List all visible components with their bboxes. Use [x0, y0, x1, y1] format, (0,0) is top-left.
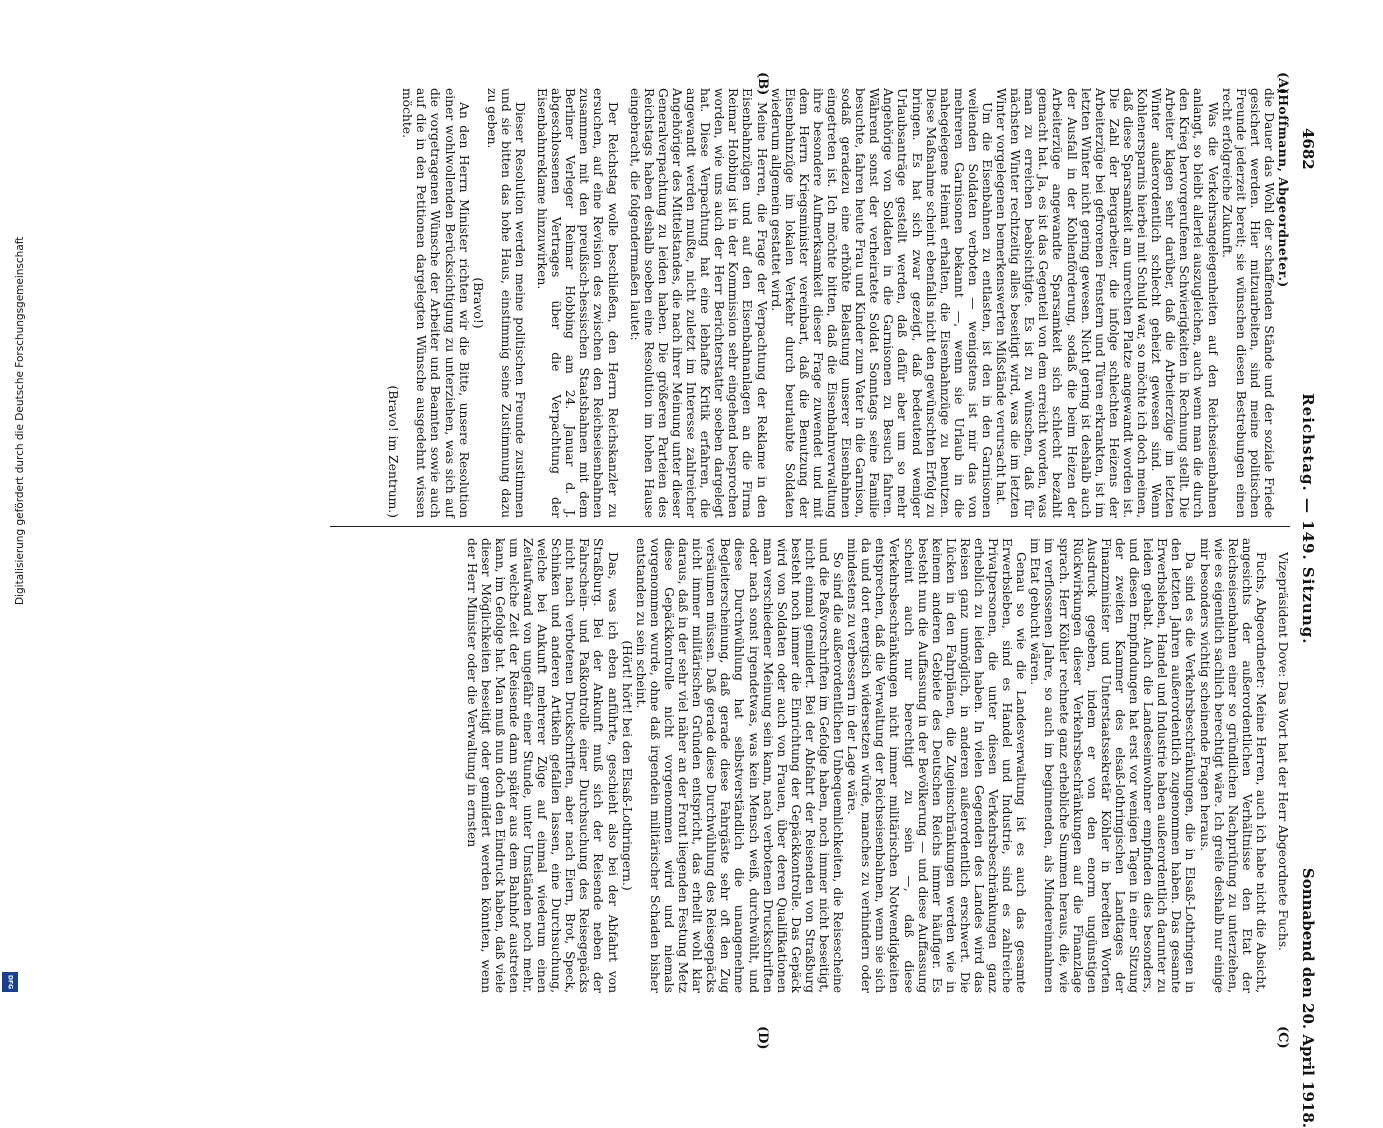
left-column — [386, 88, 1290, 518]
paragraph: Genau so wie die Landesverwaltung ist es auch das gesamte Erwerbsleben, sind es Handel und Industrie, sind es zahlreiche Privatpersonen, die unter diesen Verkehrsbeschränkungen ganz erheblich zu leiden haben. In vielen Gegenden des Landes wird das Reisen ganz unmöglich, in anderen außerordentlich erschwert. Die Lücken in den Fahrplänen, die Zugeinschränkungen werden wie in keinem anderen Gebiete des Deutschen Reichs immer häufiger. Es besteht nun die Auffassung in der Bevölkerung — und diese Auffassung scheint auch nur berechtigt zu sein —, daß diese Verkehrsbeschränkungen nicht immer militärischen Notwendigkeiten entsprechen, daß die Verwaltung der Reichseisenbahnen, wenn sie sich da und dort energisch widersetzen würde, manches zu verhindern oder mindestens zu verbessern in der Lage wäre. — [845, 538, 1029, 993]
page-header — [1294, 128, 1322, 1128]
paragraph: Das, was ich eben anführte, geschieht also bei der Abfahrt von Straßburg. Bei der Ankunft muß sich der Reisende neben der Fahrschein- und Paßkontrolle einer Durchsuchung des Reisegepäcks nicht nach verbotenen Druckschriften, aber nach Eiern, Brot, Speck, Schinken und anderen Artikeln gefallen lassen, eine Durchsuchung, welche bei Ankunft mehrerer Züge auf einmal wiederum einen Zeitaufwand von ungefähr einer Stunde, unter Umständen noch mehr, um welche Zeit der Reisende dann später aus dem Bahnhof austreten kann, im Gefolge hat. Man muß nun doch den Eindruck haben, daß viele dieser Möglichkeiten beseitigt oder gemildert werden könnten, wenn der Herr Minister oder die Verwaltung in ernsten — [464, 538, 620, 993]
margin-mark-b: (B) — [755, 72, 770, 96]
paragraph: Fuchs, Abgeordneter: Meine Herren, auch ich habe nicht die Absicht, angesichts der außerordentlichen Verhältnisse den Etat der Reichseisenbahnen einer so gründlichen Nachprüfung zu unterziehen, wie es eigentlich sachlich berechtigt wäre. Ich greife deshalb nur einige mir besonders wichtig scheinende Fragen heraus. — [1197, 538, 1268, 993]
dfg-logo: DFG — [2, 972, 18, 992]
paragraph: Um die Eisenbahnen zu entlasten, ist den in den Garnisonen weilenden Soldaten verboten — wenigstens ist mir das von mehreren Garnisonen bekannt —, wenn sie Urlaub in die nahegelegene Heimat erhalten, die Eisenbahnzüge zu benutzen. Diese Maßnahme scheint ebenfalls nicht den gewünschten Erfolg zu bringen. Es hat sich zwar gezeigt, daß bedeutend weniger Urlaubsanträge gestellt werden, daß dafür aber um so mehr Angehörige von Soldaten in die Garnisonen zu Besuch fahren. Während sonst der verheiratete Soldat Sonntags seine Familie besuchte, fahren heute Frau und Kinder zum Vater in die Garnison, sodaß geradezu eine erhöhte Belastung unserer Eisenbahnen eingetreten ist. Ich möchte bitten, daß die Eisenbahnverwaltung ihre besondere Aufmerksamkeit dieser Frage zuwendet und mit dem Herrn Kriegsminister vereinbart, daß die Benutzung der Eisenbahnzüge im lokalen Verkehr durch beurlaubte Soldaten wiederum allgemein gestattet wird. — [768, 88, 995, 518]
column-divider — [330, 526, 1290, 527]
paragraph: Meine Herren, die Frage der Verpachtung der Reklame in den Eisenbahnzügen und auf den Eisenbahnanlagen an die Firma Reimar Hobbing ist in der Kommission sehr eingehend besprochen worden, wie uns auch der Herr Berichterstatter soeben dargelegt hat. Diese Verpachtung hat eine lebhafte Kritik erfahren, die angewandt werden mußte, nicht zuletzt im Interesse zahlreicher Angehöriger des Mittelstandes, die nach ihrer Meinung unter dieser Generalverpachtung zu leiden haben. Die größeren Parteien des Reichstags haben deshalb soeben eine Resolution im hohen Hause eingebracht, die folgendermaßen lautet: — [627, 88, 769, 518]
margin-mark-c: (C) — [1275, 1026, 1290, 1049]
paragraph: Dieser Resolution werden meine politischen Freunde zustimmen und sie bitten das hohe Haus, einstimmig seine Zustimmung dazu zu geben. — [484, 88, 528, 518]
resolution-text: Der Reichstag wolle beschließen, den Herrn Reichskanzler zu ersuchen, auf eine Revision des zwischen den Reichseisenbahnen zusammen mit den preußisch-hessischen Staatsbahnen mit dem Berliner Verleger Reimar Hobbing am 24. Januar d. J. abgeschlossenen Vertrages über die Verpachtung der Eisenbahnreklame hinzuwirken. — [535, 88, 620, 518]
paragraph: An den Herrn Minister richten wir die Bitte, unsere Resolution einer wohlwollenden Berücksichtigung zu unterziehen, was sich auf die vorgetragenen Wünsche der Arbeiter und Beamten sowie auch auf die in den Petitionen dargelegten Wünsche ausgedehnt wissen möchte. — [400, 88, 471, 518]
digitization-strip — [0, 0, 26, 1000]
interjection: (Bravo! im Zentrum.) — [386, 385, 401, 518]
margin-mark-a: (A) — [1275, 72, 1290, 95]
paragraph: Da sind es die Verkehrsbeschränkungen, die in Elsaß-Lothringen in den letzten Jahren außerordentlich zugenommen haben. Das gesamte Erwerbsleben, Handel und Industrie haben außerordentlich darunter zu leiden gehabt. Auch die Landeseinwohner empfinden dies besonders, und diesen Empfindungen hat erst vor wenigen Tagen in einer Sitzung der zweiten Kammer des elsaß-lothringischen Landtages der Finanzminister und Unterstaatssekretär Köhler in beredten Worten Ausdruck gegeben, indem er von den enorm ungünstigen Rückwirkungen dieser Verkehrsbeschränkungen auf die Finanzlage sprach. Herr Köhler rechnete ganz erhebliche Summen heraus, die, wie im verflossenen Jahre, so auch im beginnenden, als Mindereinnahmen im Etat gebucht wären. — [1028, 538, 1198, 993]
interjection: (Hört! hört! bei den Elsaß-Lothringern.) — [619, 640, 634, 891]
funding-notice: Digitalisierung gefördert durch die Deutsche Forschungsgemeinschaft — [14, 236, 26, 605]
interjection: (Bravo!) — [470, 277, 485, 329]
session-date: Sonnabend den 20. April 1918. — [1299, 867, 1317, 1128]
right-column — [465, 538, 1290, 993]
speaker-attribution: (Hoffmann, Abgeordneter.) — [1276, 88, 1291, 288]
chair-announcement: Vizepräsident Dove: Das Wort hat der Herr Abgeordnete Fuchs. — [1276, 552, 1290, 952]
paragraph: Was die Verkehrsangelegenheiten auf den Reichseisenbahnen anlangt, so bleibt allerlei auszugleichen, auch wenn man die durch den Krieg hervorgerufenen Schwierigkeiten in Rechnung stellt. Die Arbeiter klagen sehr darüber, daß die Arbeiterzüge im letzten Winter außerordentlich schlecht geheizt gewesen sind. Wenn Kohlenersparnis hierbei mit Schuld war, so möchte ich doch meinen, daß diese Sparsamkeit am unrechten Platze angewandt worden ist. Die Zahl der Bergarbeiter, die infolge schlechten Heizens der Arbeiterzüge bei gefrorenen Fenstern und Türen erkrankten, ist im letzten Winter nicht gering gewesen. Nicht gering ist deshalb auch der Ausfall in der Kohlenförderung, sodaß die beim Heizen der Arbeiterzüge angewandte Sparsamkeit sich schlecht bezahlt gemacht hat. Ja, es ist das Gegenteil von dem erreicht worden, was man zu erreichen beabsichtigte. Es ist zu wünschen, daß für nächsten Winter rechtzeitig alles beseitigt wird, was die im letzten Winter vorgelegenen bemerkenswerten Mißstände verursacht hat. — [994, 88, 1220, 518]
margin-mark-d: (D) — [755, 1026, 770, 1050]
session-title: Reichstag. — 149. Sitzung. — [1299, 393, 1317, 645]
paragraph: So sind die außerordentlichen Unbequemlichkeiten, die Reisescheine und die Paßvorschriften im Gefolge haben, noch immer nicht beseitigt, nicht einmal gemildert. Bei der Abfahrt der Reisenden von Straßburg besteht noch immer die Einrichtung der Gepäckkontrolle. Das Gepäck wird von Soldaten oder auch von Frauen, über deren Qualifikationen man verschiedener Meinung sein kann, nach verbotenen Druckschriften oder nach sonst irgendetwas, was kein Mensch weiß, durchwühlt, und diese Durchwühlung hat selbstverständlich die unangenehme Begleiterscheinung, daß gerade diese Fahrgäste sehr oft den Zug versäumen müssen. Daß gerade diese Durchwühlung des Reisegepäcks nicht immer militärischen Gründen entspricht, das erhellt wohl klar daraus, daß in der sehr viel näher an der Front liegenden Festung Metz diese Gepäckkontrolle nicht vorgenommen wird und niemals vorgenommen wurde, ohne daß irgendein militärischer Schaden bisher entstanden zu sein scheint. — [633, 538, 846, 993]
scanned-page — [60, 68, 1330, 1128]
paragraph: die Dauer das Wohl der schaffenden Stände und der soziale Friede gesichert werden. Hier mitzuarbeiten, sind meine politischen Freunde jederzeit bereit; sie wünschen diesen Bestrebungen einen recht erfolgreiche Zukunft. — [1219, 88, 1276, 518]
page-number: 4682 — [1299, 128, 1317, 170]
